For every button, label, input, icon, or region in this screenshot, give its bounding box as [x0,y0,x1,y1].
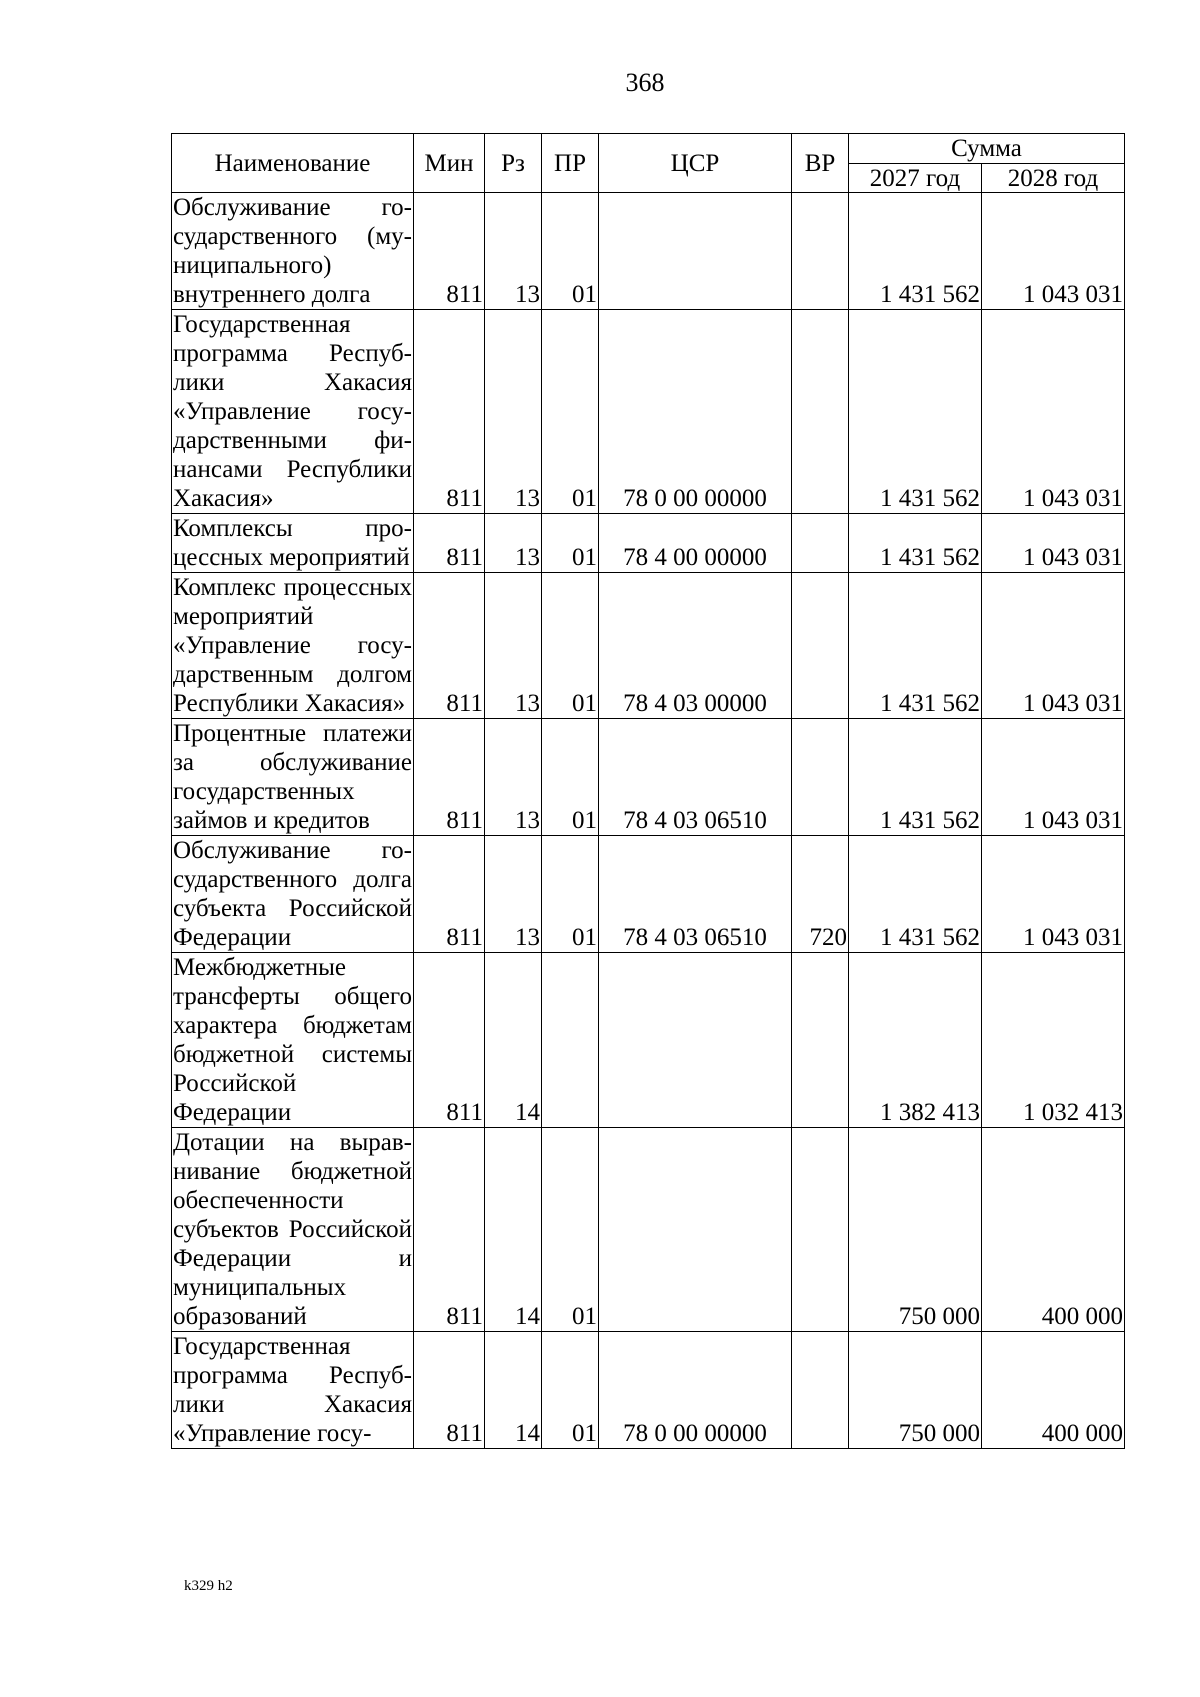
page-number: 368 [625,68,665,97]
header-pr: ПР [542,134,599,193]
cell-pr: 01 [542,573,599,719]
cell-vr [792,953,849,1128]
cell-csr: 78 4 03 06510 [599,836,792,953]
cell-pr: 01 [542,719,599,836]
header-csr: ЦСР [599,134,792,193]
cell-rz: 14 [485,1128,542,1332]
cell-name: Обслуживание государственного долга субъекта Российской Федерации [173,837,412,951]
header-name: Наименование [172,134,414,193]
cell-2027: 1 431 562 [849,719,982,836]
cell-2028: 1 043 031 [982,310,1125,514]
cell-min: 811 [414,193,485,310]
cell-csr [599,193,792,310]
cell-csr: 78 4 00 00000 [599,514,792,573]
cell-min: 811 [414,1128,485,1332]
cell-2027: 1 431 562 [849,193,982,310]
cell-2027: 750 000 [849,1128,982,1332]
cell-2028: 1 043 031 [982,836,1125,953]
cell-vr [792,719,849,836]
cell-vr [792,310,849,514]
cell-2027: 1 431 562 [849,310,982,514]
cell-min: 811 [414,310,485,514]
cell-2028: 1 032 413 [982,953,1125,1128]
table-row [172,573,1125,719]
cell-rz: 14 [485,1332,542,1449]
header-min: Мин [414,134,485,193]
table-row [172,719,1125,836]
header-rz: Рз [485,134,542,193]
header-year-2027: 2027 год [849,164,982,193]
cell-rz: 13 [485,573,542,719]
cell-2027: 1 431 562 [849,573,982,719]
cell-name: Обслуживание государственного (муниципального) внутреннего долга [173,194,412,308]
cell-vr [792,573,849,719]
cell-min: 811 [414,953,485,1128]
cell-2027: 1 431 562 [849,514,982,573]
cell-rz: 13 [485,836,542,953]
cell-2028: 1 043 031 [982,514,1125,573]
cell-pr: 01 [542,1332,599,1449]
cell-pr: 01 [542,193,599,310]
cell-2027: 1 431 562 [849,836,982,953]
cell-pr: 01 [542,310,599,514]
table-row [172,514,1125,573]
cell-min: 811 [414,836,485,953]
cell-vr [792,193,849,310]
budget-table [171,133,1125,1449]
cell-name: Государственная программа Республики Хакасия «Управление госу- [173,1333,412,1447]
cell-2028: 400 000 [982,1128,1125,1332]
cell-min: 811 [414,514,485,573]
table-body [172,193,1125,1449]
cell-vr [792,1128,849,1332]
cell-2028: 400 000 [982,1332,1125,1449]
cell-csr: 78 4 03 06510 [599,719,792,836]
cell-2028: 1 043 031 [982,719,1125,836]
header-vr: ВР [792,134,849,193]
cell-name: Государственная программа Республики Хакасия «Управление государственными финансами Республики Хакасия» [173,311,412,512]
cell-csr: 78 0 00 00000 [599,310,792,514]
cell-csr [599,1128,792,1332]
cell-pr: 01 [542,1128,599,1332]
cell-pr [542,953,599,1128]
cell-csr [599,953,792,1128]
table-row [172,1128,1125,1332]
cell-2028: 1 043 031 [982,193,1125,310]
cell-2027: 750 000 [849,1332,982,1449]
table-row [172,1332,1125,1449]
cell-min: 811 [414,1332,485,1449]
header-year-2028: 2028 год [982,164,1125,193]
cell-rz: 13 [485,719,542,836]
cell-name: Межбюджетные трансферты общего характера бюджетам бюджетной системы Российской Федерации [173,954,412,1126]
cell-pr: 01 [542,514,599,573]
table-row [172,953,1125,1128]
cell-vr [792,514,849,573]
cell-2028: 1 043 031 [982,573,1125,719]
header-sum: Сумма [849,134,1125,164]
cell-csr: 78 4 03 00000 [599,573,792,719]
table-row [172,193,1125,310]
cell-min: 811 [414,573,485,719]
cell-name: Дотации на выравнивание бюджетной обеспеченности субъектов Российской Федерации и муниципальных образований [173,1129,412,1330]
cell-vr [792,1332,849,1449]
cell-rz: 14 [485,953,542,1128]
cell-pr: 01 [542,836,599,953]
cell-name: Комплекс процессных мероприятий «Управление государственным долгом Республики Хакасия» [173,574,412,717]
cell-2027: 1 382 413 [849,953,982,1128]
cell-rz: 13 [485,514,542,573]
cell-min: 811 [414,719,485,836]
cell-name: Процентные платежи за обслуживание государственных займов и кредитов [173,720,412,834]
cell-vr: 720 [792,836,849,953]
cell-rz: 13 [485,193,542,310]
cell-rz: 13 [485,310,542,514]
footer-code: k329 h2 [184,1578,233,1594]
cell-csr: 78 0 00 00000 [599,1332,792,1449]
table-row [172,836,1125,953]
table-row [172,310,1125,514]
cell-name: Комплексы процессных мероприятий [173,515,412,571]
